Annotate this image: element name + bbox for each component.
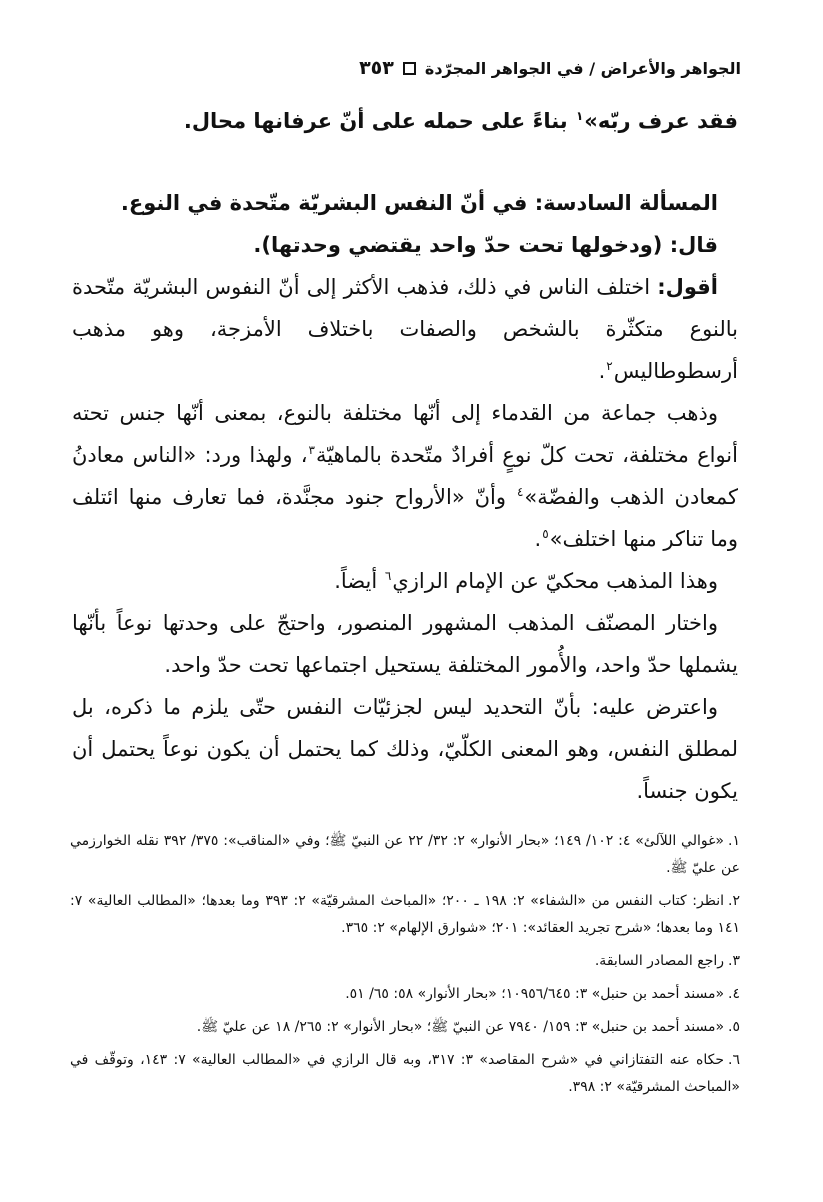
footnote-text: انظر: كتاب النفس من «الشفاء» ٢: ١٩٨ ـ ٢٠٠؛ «المباحث المشرقيّة» ٢: ٣٩٣ وما بعدها؛ «المطالب العالية» ٧: ١٤١ وما بعدها؛ «شرح تجريد العقائد»: ٢٠١؛ «شوارق الإلهام» ٢: ٣٦٥. — [70, 893, 740, 936]
paragraph-3-end: أيضاً. — [334, 569, 384, 593]
footnote-marker: ٢ — [606, 359, 613, 373]
footnote — [70, 1014, 740, 1041]
paragraph-3 — [72, 560, 738, 602]
footnote-marker: ١ — [575, 109, 584, 123]
footnote-marker: ٦ — [384, 569, 392, 583]
paragraph-1-end: . — [598, 359, 606, 383]
issue-title: في أنّ النفس البشريّة متّحدة في النوع. — [120, 191, 535, 215]
qala-label: قال: — [669, 233, 718, 257]
footnote — [70, 828, 740, 882]
footnote-number: ٢. — [728, 893, 740, 909]
continuation-line — [72, 100, 738, 142]
footnotes — [70, 828, 740, 1107]
paragraph-2 — [72, 392, 738, 560]
page-number: ٣٥٣ — [359, 57, 394, 79]
footnote-text: «مسند أحمد بن حنبل» ٣: ١٠٩٥٦/٦٤٥؛ «بحار الأنوار» ٥٨: ٦٥/ ٥١. — [345, 986, 725, 1002]
footnote-text: حكاه عنه التفتازاني في «شرح المقاصد» ٣: ٣١٧، وبه قال الرازي في «المطالب العالية» ٧: ١٤٣، وتوقّف في «المباحث المشرقيّة» ٢: ٣٩٨. — [70, 1052, 740, 1095]
paragraph-3-text: وهذا المذهب محكيّ عن الإمام الرازي — [392, 569, 718, 593]
footnote-number: ١. — [728, 833, 740, 849]
footnote-text: راجع المصادر السابقة. — [594, 953, 725, 969]
footnote-text: «غوالي اللآلئ» ٤: ١٠٢/ ١٤٩؛ «بحار الأنوار» ٢: ٣٢/ ٢٢ عن النبيّ ﷺ؛ وفي «المناقب»: ٣٧٥/ ٣٩٢ نقله الخوارزمي عن عليّ ﷺ. — [70, 833, 740, 876]
paragraph-1 — [72, 266, 738, 392]
continuation-text: بناءً على حمله على أنّ عرفانها محال. — [183, 109, 575, 133]
qala-line — [72, 224, 738, 266]
paragraph-4: واختار المصنّف المذهب المشهور المنصور، واحتجّ على وحدتها نوعاً بأنّها يشملها حدّ واحد، والأُمور المختلفة يستحيل اجتماعها تحت حدّ واحد. — [72, 611, 738, 677]
footnote-marker: ٥ — [542, 527, 549, 541]
paragraph-1-text: اختلف الناس في ذلك، فذهب الأكثر إلى أنّ النفوس البشريّة متّحدة بالنوع متكثّرة بالشخص والصفات باختلاف الأمزجة، وهو مذهب أرسطوطاليس — [72, 275, 738, 383]
paragraph-2-text-3: وأنّ «الأرواح جنود مجنَّدة، فما تعارف منها ائتلف وما تناكر منها اختلف» — [72, 485, 738, 551]
spacer — [72, 142, 738, 182]
footnote — [70, 888, 740, 942]
paragraph-2-text-2: ، ولهذا ورد: «الناس معادنُ كمعادن الذهب والفضّة» — [72, 443, 738, 509]
header-title: الجواهر والأعراض / في الجواهر المجرّدة — [424, 58, 741, 78]
main-text — [72, 100, 738, 812]
paragraph-2-end: . — [534, 527, 542, 551]
paragraph-2-text: وذهب جماعة من القدماء إلى أنّها مختلفة بالنوع، بمعنى أنّها جنس تحته أنواع مختلفة، تحت كلّ نوعٍ أفرادٌ متّحدة بالماهيّة — [72, 401, 738, 467]
running-header — [70, 52, 741, 84]
square-ornament-icon — [403, 62, 416, 75]
footnote — [70, 948, 740, 975]
aqulu-label: أقول: — [657, 275, 718, 299]
footnote-number: ٣. — [728, 953, 740, 969]
footnote-number: ٦. — [728, 1052, 740, 1068]
footnote-number: ٤. — [728, 986, 740, 1002]
issue-label: المسألة السادسة: — [534, 191, 718, 215]
footnote-marker: ٣ — [308, 443, 315, 457]
footnote-number: ٥. — [728, 1019, 740, 1035]
footnote-marker: ٤ — [516, 485, 524, 499]
footnote — [70, 981, 740, 1008]
issue-heading — [72, 182, 738, 224]
footnote-text: «مسند أحمد بن حنبل» ٣: ١٥٩/ ٧٩٤٠ عن النبيّ ﷺ؛ «بحار الأنوار» ٢: ٢٦٥/ ١٨ عن عليّ ﷺ. — [196, 1019, 725, 1035]
paragraph-5: واعترض عليه: بأنّ التحديد ليس لجزئيّات النفس حتّى يلزم ما ذكره، بل لمطلق النفس، وهو المعنى الكلّيّ، وذلك كما يحتمل أن يكون نوعاً يحتمل أن يكون جنساً. — [72, 695, 738, 803]
qala-text: (ودخولها تحت حدّ واحد يقتضي وحدتها). — [253, 233, 670, 257]
quote-end: فقد عرف ربّه» — [584, 109, 738, 133]
footnote — [70, 1047, 740, 1101]
